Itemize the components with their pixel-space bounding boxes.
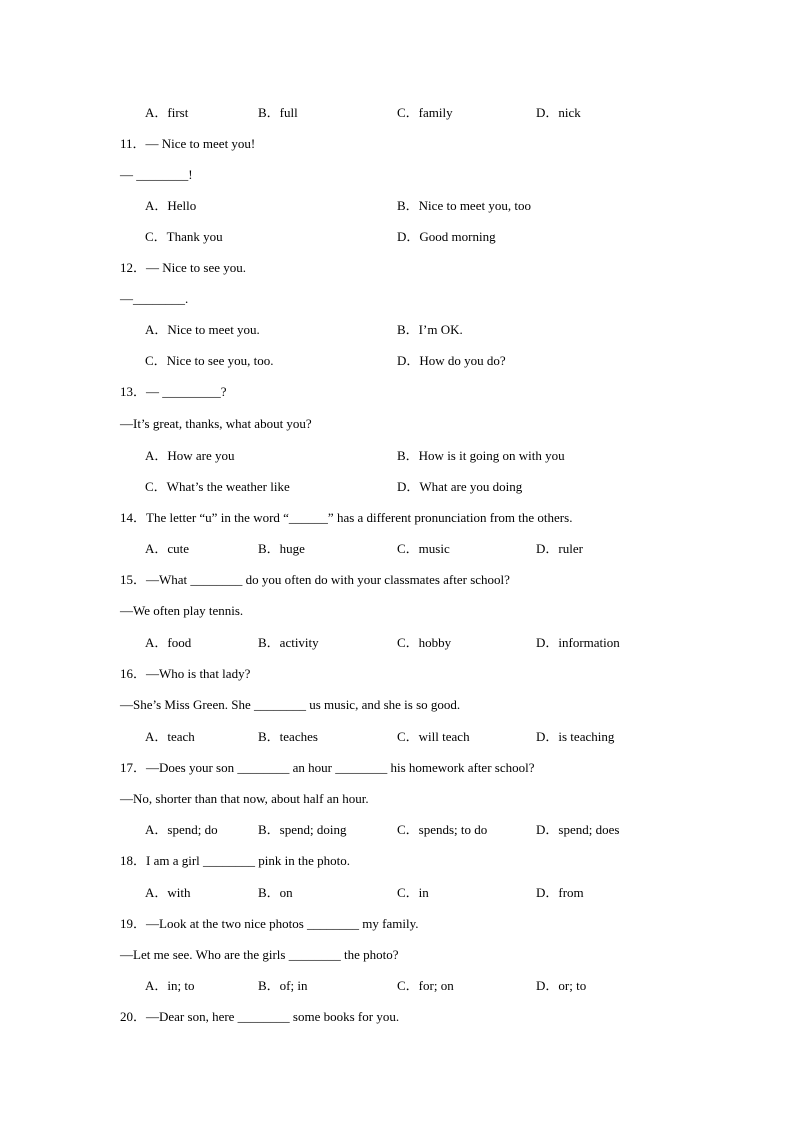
answer-option: A．teach — [145, 729, 195, 744]
question-line — [0, 695, 794, 715]
answer-option: B．huge — [258, 541, 305, 556]
question-line — [0, 508, 794, 528]
question-text: 12．— Nice to see you. — [120, 260, 247, 275]
question-text: 15．—What ________ do you often do with your classmates after school? — [120, 572, 510, 587]
question-text: —It’s great, thanks, what about you? — [120, 416, 312, 431]
question-text: —________. — [120, 291, 189, 306]
answer-option: A．in; to — [145, 978, 195, 993]
question-line — [0, 758, 794, 778]
answer-option: B．full — [258, 105, 298, 120]
answer-option: D．spend; does — [536, 822, 620, 837]
answer-option: C．in — [397, 885, 429, 900]
answer-option: A．food — [145, 635, 192, 650]
answer-option: D．information — [536, 635, 620, 650]
options-row — [0, 976, 794, 996]
answer-option: D．is teaching — [536, 729, 615, 744]
question-line — [0, 289, 794, 309]
question-text: 16．—Who is that lady? — [120, 666, 251, 681]
answer-option: C．for; on — [397, 978, 454, 993]
options-row — [0, 446, 794, 466]
answer-option: D．from — [536, 885, 584, 900]
options-row — [0, 539, 794, 559]
answer-option: A．spend; do — [145, 822, 218, 837]
answer-option: B．on — [258, 885, 293, 900]
question-line — [0, 414, 794, 434]
question-text: 14．The letter “u” in the word “______” has a different pronunciation from the others. — [120, 510, 573, 525]
question-text: —Let me see. Who are the girls ________ the photo? — [120, 947, 399, 962]
answer-option: A．with — [145, 885, 191, 900]
question-line — [0, 914, 794, 934]
question-line — [0, 601, 794, 621]
options-row — [0, 883, 794, 903]
options-row — [0, 633, 794, 653]
answer-option: B．spend; doing — [258, 822, 347, 837]
question-text: — ________! — [120, 167, 193, 182]
question-line — [0, 570, 794, 590]
question-line — [0, 945, 794, 965]
answer-option: C．Nice to see you, too. — [145, 353, 274, 368]
answer-option: A．cute — [145, 541, 190, 556]
answer-option: D．ruler — [536, 541, 583, 556]
options-row — [0, 351, 794, 371]
answer-option: C．family — [397, 105, 453, 120]
question-text: —We often play tennis. — [120, 603, 244, 618]
question-text: —She’s Miss Green. She ________ us music, and she is so good. — [120, 697, 461, 712]
answer-option: B．How is it going on with you — [397, 448, 565, 463]
question-line — [0, 382, 794, 402]
question-text: 19．—Look at the two nice photos ________ my family. — [120, 916, 419, 931]
question-text: 13．— _________? — [120, 384, 227, 399]
question-text: 18．I am a girl ________ pink in the photo. — [120, 853, 351, 868]
answer-option: A．How are you — [145, 448, 235, 463]
answer-option: A．first — [145, 105, 189, 120]
options-row — [0, 196, 794, 216]
answer-option: D．nick — [536, 105, 581, 120]
question-line — [0, 664, 794, 684]
answer-option: C．What’s the weather like — [145, 479, 290, 494]
question-line — [0, 789, 794, 809]
options-row — [0, 727, 794, 747]
answer-option: D．What are you doing — [397, 479, 523, 494]
answer-option: C．spends; to do — [397, 822, 488, 837]
answer-option: C．Thank you — [145, 229, 223, 244]
answer-option: B．Nice to meet you, too — [397, 198, 531, 213]
question-line — [0, 258, 794, 278]
answer-option: D．or; to — [536, 978, 587, 993]
question-line — [0, 1007, 794, 1027]
question-text: —No, shorter than that now, about half an hour. — [120, 791, 369, 806]
options-row — [0, 103, 794, 123]
answer-option: C．hobby — [397, 635, 452, 650]
answer-option: B．I’m OK. — [397, 322, 463, 337]
answer-option: D．Good morning — [397, 229, 496, 244]
question-line — [0, 134, 794, 154]
options-row — [0, 227, 794, 247]
question-text: 20．—Dear son, here ________ some books for you. — [120, 1009, 400, 1024]
answer-option: A．Hello — [145, 198, 197, 213]
question-line — [0, 165, 794, 185]
options-row — [0, 320, 794, 340]
question-line — [0, 851, 794, 871]
answer-option: D．How do you do? — [397, 353, 506, 368]
options-row — [0, 477, 794, 497]
question-text: 17．—Does your son ________ an hour ________ his homework after school? — [120, 760, 535, 775]
answer-option: B．teaches — [258, 729, 318, 744]
answer-option: B．of; in — [258, 978, 308, 993]
options-row — [0, 820, 794, 840]
answer-option: B．activity — [258, 635, 319, 650]
question-text: 11．— Nice to meet you! — [120, 136, 256, 151]
answer-option: C．will teach — [397, 729, 470, 744]
answer-option: C．music — [397, 541, 450, 556]
answer-option: A．Nice to meet you. — [145, 322, 260, 337]
